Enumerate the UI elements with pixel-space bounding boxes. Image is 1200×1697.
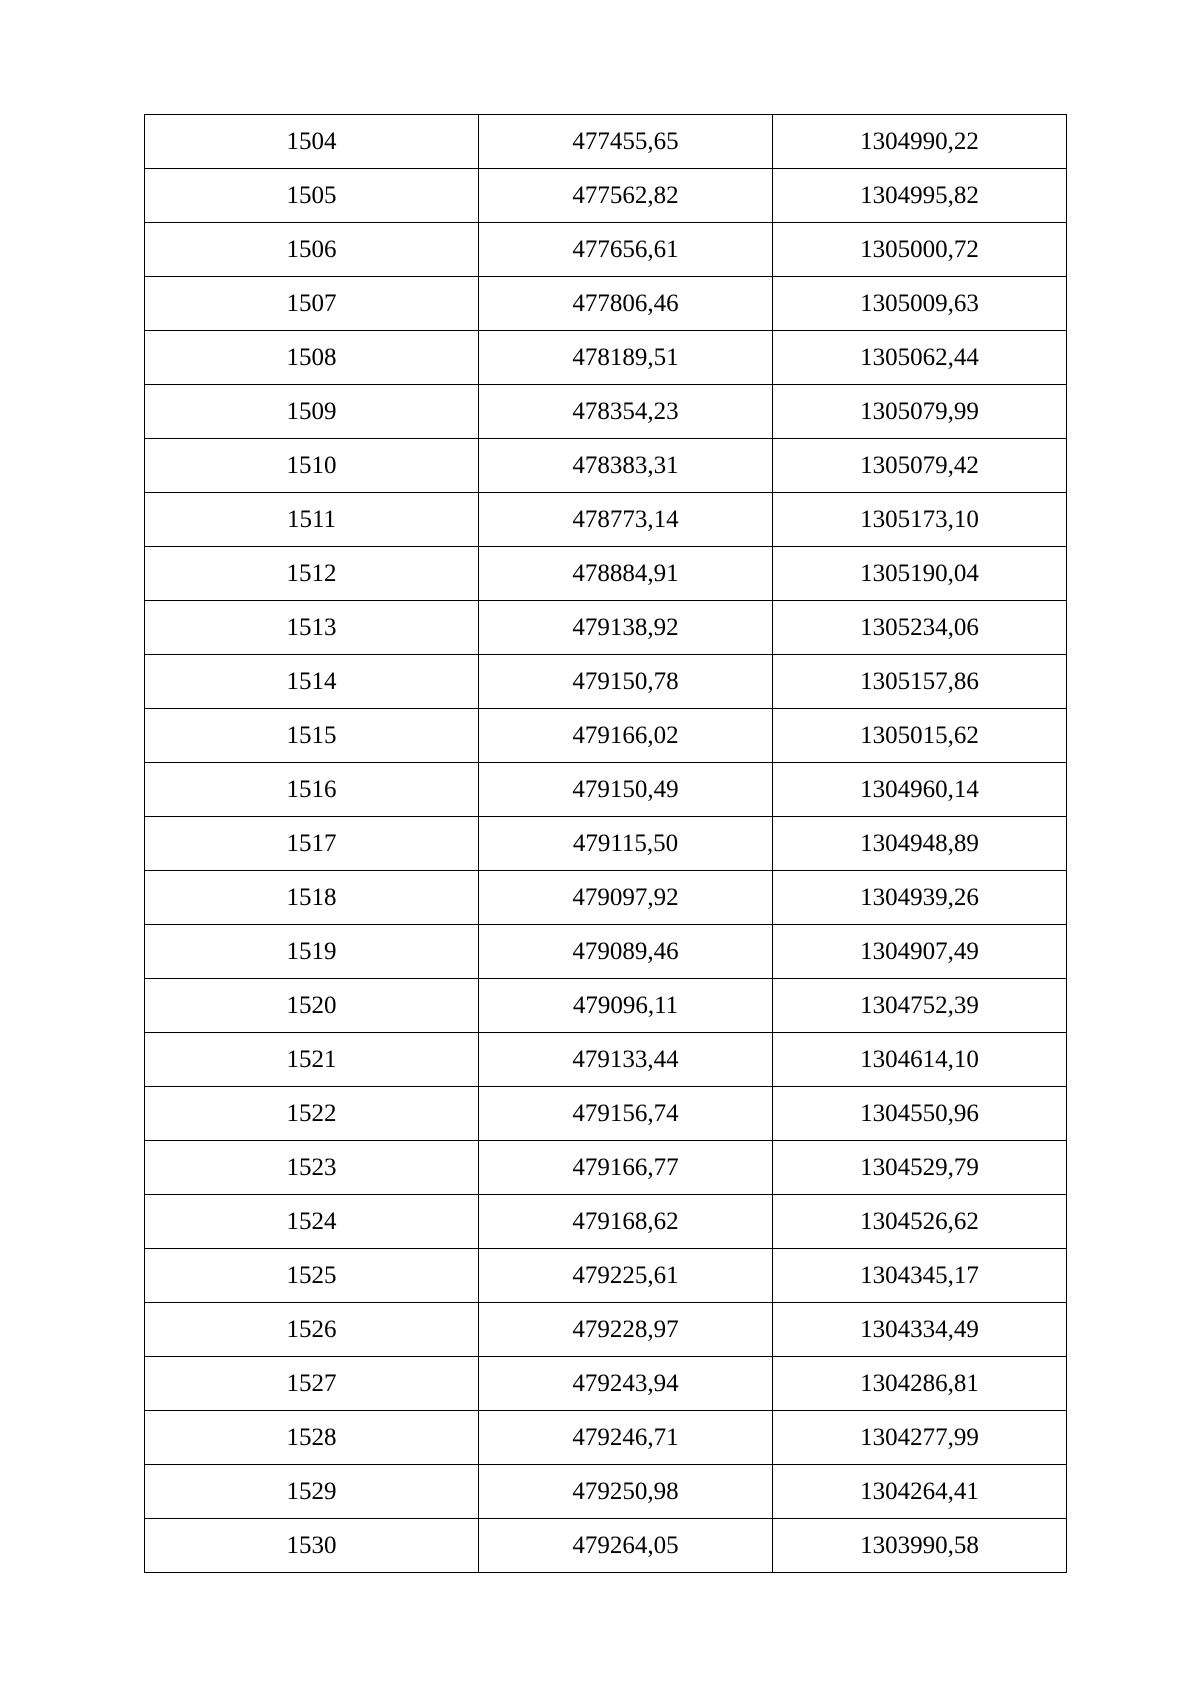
table-row	[145, 1519, 1067, 1573]
y-coordinate-cell: 1304264,41	[773, 1465, 1067, 1519]
point-number-cell: 1517	[145, 817, 479, 871]
point-number-cell: 1513	[145, 601, 479, 655]
y-coordinate-cell: 1304277,99	[773, 1411, 1067, 1465]
y-coordinate-cell: 1305157,86	[773, 655, 1067, 709]
y-coordinate-cell: 1305234,06	[773, 601, 1067, 655]
point-number-cell: 1512	[145, 547, 479, 601]
table-row	[145, 115, 1067, 169]
coordinates-table	[144, 114, 1067, 1573]
table-row	[145, 223, 1067, 277]
point-number-cell: 1524	[145, 1195, 479, 1249]
point-number-cell: 1515	[145, 709, 479, 763]
table-row	[145, 1033, 1067, 1087]
y-coordinate-cell: 1304948,89	[773, 817, 1067, 871]
table-row	[145, 547, 1067, 601]
x-coordinate-cell: 479264,05	[479, 1519, 773, 1573]
y-coordinate-cell: 1304614,10	[773, 1033, 1067, 1087]
y-coordinate-cell: 1304286,81	[773, 1357, 1067, 1411]
x-coordinate-cell: 479097,92	[479, 871, 773, 925]
point-number-cell: 1526	[145, 1303, 479, 1357]
table-row	[145, 709, 1067, 763]
point-number-cell: 1519	[145, 925, 479, 979]
table-row	[145, 277, 1067, 331]
x-coordinate-cell: 477656,61	[479, 223, 773, 277]
x-coordinate-cell: 479250,98	[479, 1465, 773, 1519]
y-coordinate-cell: 1304334,49	[773, 1303, 1067, 1357]
y-coordinate-cell: 1305173,10	[773, 493, 1067, 547]
x-coordinate-cell: 479150,78	[479, 655, 773, 709]
table-row	[145, 925, 1067, 979]
table-row	[145, 655, 1067, 709]
x-coordinate-cell: 479225,61	[479, 1249, 773, 1303]
point-number-cell: 1520	[145, 979, 479, 1033]
x-coordinate-cell: 479150,49	[479, 763, 773, 817]
point-number-cell: 1505	[145, 169, 479, 223]
table-row	[145, 1303, 1067, 1357]
point-number-cell: 1507	[145, 277, 479, 331]
y-coordinate-cell: 1304550,96	[773, 1087, 1067, 1141]
coordinates-table-body	[145, 115, 1067, 1573]
point-number-cell: 1504	[145, 115, 479, 169]
x-coordinate-cell: 479166,77	[479, 1141, 773, 1195]
x-coordinate-cell: 478383,31	[479, 439, 773, 493]
table-row	[145, 979, 1067, 1033]
x-coordinate-cell: 478773,14	[479, 493, 773, 547]
point-number-cell: 1511	[145, 493, 479, 547]
x-coordinate-cell: 479096,11	[479, 979, 773, 1033]
point-number-cell: 1521	[145, 1033, 479, 1087]
table-row	[145, 493, 1067, 547]
x-coordinate-cell: 478884,91	[479, 547, 773, 601]
y-coordinate-cell: 1305079,99	[773, 385, 1067, 439]
x-coordinate-cell: 479246,71	[479, 1411, 773, 1465]
table-row	[145, 331, 1067, 385]
x-coordinate-cell: 479133,44	[479, 1033, 773, 1087]
point-number-cell: 1527	[145, 1357, 479, 1411]
y-coordinate-cell: 1305190,04	[773, 547, 1067, 601]
table-row	[145, 601, 1067, 655]
point-number-cell: 1529	[145, 1465, 479, 1519]
x-coordinate-cell: 478354,23	[479, 385, 773, 439]
x-coordinate-cell: 479168,62	[479, 1195, 773, 1249]
point-number-cell: 1506	[145, 223, 479, 277]
point-number-cell: 1508	[145, 331, 479, 385]
point-number-cell: 1522	[145, 1087, 479, 1141]
table-row	[145, 385, 1067, 439]
y-coordinate-cell: 1304939,26	[773, 871, 1067, 925]
x-coordinate-cell: 479243,94	[479, 1357, 773, 1411]
table-row	[145, 763, 1067, 817]
x-coordinate-cell: 477455,65	[479, 115, 773, 169]
table-row	[145, 1465, 1067, 1519]
table-row	[145, 1087, 1067, 1141]
point-number-cell: 1530	[145, 1519, 479, 1573]
point-number-cell: 1510	[145, 439, 479, 493]
table-row	[145, 1195, 1067, 1249]
y-coordinate-cell: 1304995,82	[773, 169, 1067, 223]
table-row	[145, 439, 1067, 493]
y-coordinate-cell: 1304907,49	[773, 925, 1067, 979]
x-coordinate-cell: 479156,74	[479, 1087, 773, 1141]
y-coordinate-cell: 1305015,62	[773, 709, 1067, 763]
table-row	[145, 871, 1067, 925]
point-number-cell: 1525	[145, 1249, 479, 1303]
table-row	[145, 1411, 1067, 1465]
x-coordinate-cell: 478189,51	[479, 331, 773, 385]
x-coordinate-cell: 477806,46	[479, 277, 773, 331]
x-coordinate-cell: 479115,50	[479, 817, 773, 871]
y-coordinate-cell: 1305009,63	[773, 277, 1067, 331]
table-row	[145, 169, 1067, 223]
point-number-cell: 1518	[145, 871, 479, 925]
y-coordinate-cell: 1304752,39	[773, 979, 1067, 1033]
x-coordinate-cell: 479138,92	[479, 601, 773, 655]
x-coordinate-cell: 479228,97	[479, 1303, 773, 1357]
y-coordinate-cell: 1304990,22	[773, 115, 1067, 169]
point-number-cell: 1528	[145, 1411, 479, 1465]
y-coordinate-cell: 1304345,17	[773, 1249, 1067, 1303]
y-coordinate-cell: 1304529,79	[773, 1141, 1067, 1195]
x-coordinate-cell: 477562,82	[479, 169, 773, 223]
y-coordinate-cell: 1305079,42	[773, 439, 1067, 493]
table-row	[145, 817, 1067, 871]
table-row	[145, 1357, 1067, 1411]
y-coordinate-cell: 1304526,62	[773, 1195, 1067, 1249]
table-row	[145, 1141, 1067, 1195]
point-number-cell: 1514	[145, 655, 479, 709]
y-coordinate-cell: 1304960,14	[773, 763, 1067, 817]
point-number-cell: 1509	[145, 385, 479, 439]
y-coordinate-cell: 1303990,58	[773, 1519, 1067, 1573]
y-coordinate-cell: 1305000,72	[773, 223, 1067, 277]
point-number-cell: 1516	[145, 763, 479, 817]
table-row	[145, 1249, 1067, 1303]
point-number-cell: 1523	[145, 1141, 479, 1195]
y-coordinate-cell: 1305062,44	[773, 331, 1067, 385]
x-coordinate-cell: 479166,02	[479, 709, 773, 763]
x-coordinate-cell: 479089,46	[479, 925, 773, 979]
